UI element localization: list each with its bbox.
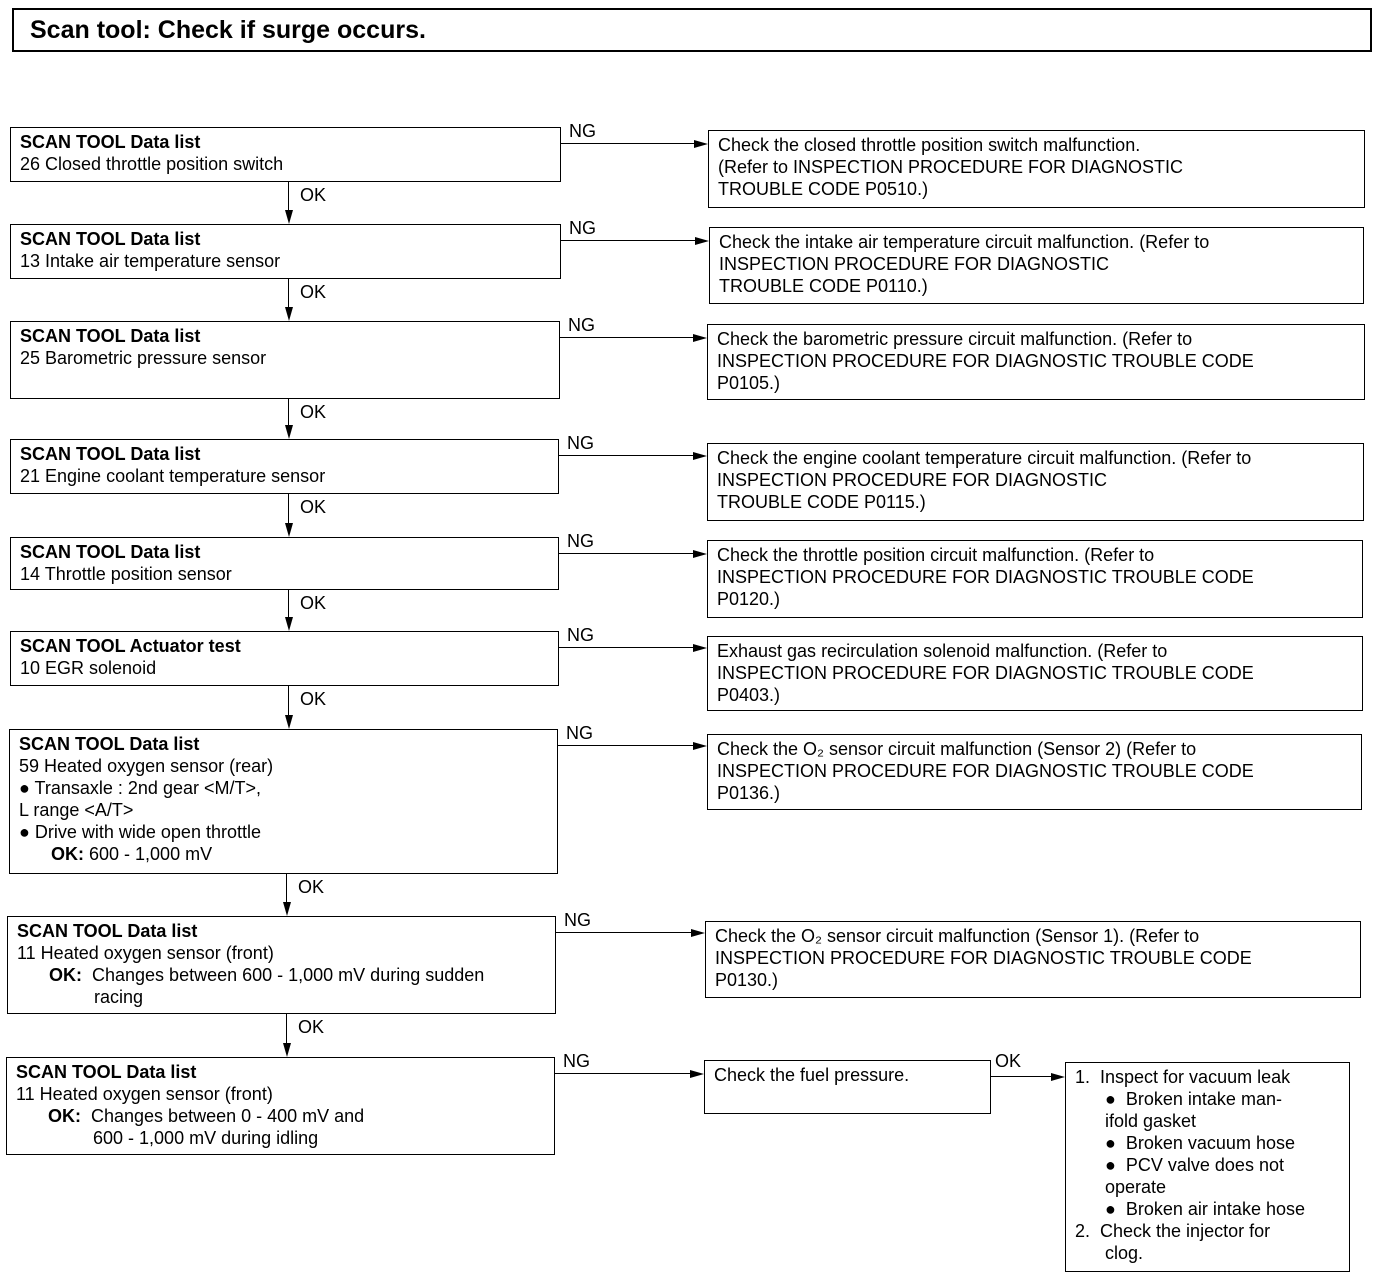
check-line: L range <A/T> (19, 800, 134, 820)
ng-label: NG (567, 531, 594, 551)
check-title: SCAN TOOL Actuator test (20, 636, 241, 656)
ng-arrow-line (555, 1073, 690, 1074)
ng-arrow-line (559, 455, 693, 456)
ok-label: OK (298, 1017, 325, 1037)
check-line (17, 964, 546, 986)
ok-criteria: racing (49, 987, 144, 1007)
ok-arrow-line (288, 590, 289, 617)
check-line (17, 986, 546, 1008)
check-title: SCAN TOOL Data list (20, 542, 201, 562)
ng-result-box (707, 540, 1363, 618)
ng-label: NG (569, 218, 596, 238)
check-box (10, 127, 561, 182)
check-title: SCAN TOOL Data list (16, 1062, 197, 1082)
ok-label: OK: (48, 1106, 81, 1126)
ng-result-box (707, 734, 1362, 810)
ok-arrow-line (288, 279, 289, 307)
ng-result-line: INSPECTION PROCEDURE FOR DIAGNOSTIC (719, 254, 1110, 274)
ng-result-line: P0403.) (717, 685, 781, 705)
ok-criteria: Changes between 0 - 400 mV and (81, 1106, 365, 1126)
check-line (19, 843, 548, 865)
check-line: 10 EGR solenoid (20, 658, 157, 678)
final-action-line: operate (1075, 1177, 1167, 1197)
ng-result-box (708, 130, 1365, 208)
check-title: SCAN TOOL Data list (20, 132, 201, 152)
ng-arrow-line (558, 745, 693, 746)
final-action-line: ifold gasket (1075, 1111, 1197, 1131)
arrow-head-icon (285, 425, 293, 439)
check-box (10, 631, 559, 686)
check-line: ● Transaxle : 2nd gear <M/T>, (19, 778, 261, 798)
ng-result-line: INSPECTION PROCEDURE FOR DIAGNOSTIC TROUBLE CODE (717, 761, 1254, 781)
arrow-head-icon (693, 644, 707, 652)
final-action-line: ● PCV valve does not (1075, 1155, 1284, 1175)
ng-result-line: Check the barometric pressure circuit malfunction. (Refer to (717, 329, 1193, 349)
arrow-head-icon (693, 742, 707, 750)
ng-result-line: INSPECTION PROCEDURE FOR DIAGNOSTIC TROUBLE CODE (715, 948, 1252, 968)
check-line: 11 Heated oxygen sensor (front) (16, 1084, 273, 1104)
arrow-head-icon (285, 210, 293, 224)
ok-arrow-line (991, 1076, 1051, 1077)
check-title: SCAN TOOL Data list (20, 444, 201, 464)
ng-result-box (707, 324, 1365, 400)
ng-arrow-line (559, 647, 693, 648)
ok-arrow-line (288, 399, 289, 425)
ng-result-line: TROUBLE CODE P0510.) (718, 179, 929, 199)
ng-result-line: (Refer to INSPECTION PROCEDURE FOR DIAGNOSTIC (718, 157, 1184, 177)
ng-result-line: Check the intake air temperature circuit malfunction. (Refer to (719, 232, 1210, 252)
arrow-head-icon (285, 307, 293, 321)
ng-result-line: Check the throttle position circuit malfunction. (Refer to (717, 545, 1155, 565)
ng-label: NG (568, 315, 595, 335)
check-box (10, 321, 560, 399)
ok-label: OK (300, 282, 327, 302)
ok-criteria: 600 - 1,000 mV during idling (48, 1128, 319, 1148)
ng-arrow-line (561, 143, 694, 144)
ng-result-line: Check the engine coolant temperature circuit malfunction. (Refer to (717, 448, 1252, 468)
ng-result-line: TROUBLE CODE P0115.) (717, 492, 926, 512)
ok-label: OK (300, 497, 327, 517)
check-line: 11 Heated oxygen sensor (front) (17, 943, 274, 963)
check-line (16, 1127, 545, 1149)
ok-arrow-line (288, 686, 289, 715)
final-action-line: 2. Check the injector for (1075, 1221, 1271, 1241)
ok-label: OK: (49, 965, 82, 985)
arrow-head-icon (693, 452, 707, 460)
ng-result-box (705, 921, 1361, 998)
check-line: 25 Barometric pressure sensor (20, 348, 267, 368)
check-title: SCAN TOOL Data list (17, 921, 198, 941)
ok-label: OK (995, 1051, 1022, 1071)
ng-result-line: INSPECTION PROCEDURE FOR DIAGNOSTIC (717, 470, 1108, 490)
ok-arrow-line (288, 182, 289, 210)
check-title: SCAN TOOL Data list (19, 734, 200, 754)
ng-result-line: Check the fuel pressure. (714, 1065, 910, 1085)
arrow-head-icon (695, 237, 709, 245)
ok-label: OK (298, 877, 325, 897)
check-title: SCAN TOOL Data list (20, 326, 201, 346)
arrow-head-icon (691, 929, 705, 937)
check-box (9, 729, 558, 874)
check-box (10, 439, 559, 494)
arrow-head-icon (694, 140, 708, 148)
ok-label: OK (300, 402, 327, 422)
arrow-head-icon (285, 617, 293, 631)
check-line: ● Drive with wide open throttle (19, 822, 261, 842)
check-box (6, 1057, 555, 1155)
final-action-line: clog. (1075, 1243, 1144, 1263)
ng-result-box (704, 1060, 991, 1114)
ng-result-box (709, 227, 1364, 304)
arrow-head-icon (283, 1043, 291, 1057)
check-line: 26 Closed throttle position switch (20, 154, 284, 174)
ng-arrow-line (561, 240, 695, 241)
check-box (10, 224, 561, 279)
final-action-line: ● Broken vacuum hose (1075, 1133, 1295, 1153)
ng-label: NG (567, 625, 594, 645)
ng-result-line: INSPECTION PROCEDURE FOR DIAGNOSTIC TROUBLE CODE (717, 567, 1254, 587)
ng-result-line: Check the closed throttle position switch malfunction. (718, 135, 1141, 155)
check-line: 21 Engine coolant temperature sensor (20, 466, 326, 486)
ok-label: OK (300, 593, 327, 613)
ng-result-line: P0130.) (715, 970, 779, 990)
arrow-head-icon (690, 1070, 704, 1078)
check-line: 59 Heated oxygen sensor (rear) (19, 756, 274, 776)
ng-result-line: P0120.) (717, 589, 781, 609)
check-box (10, 537, 559, 590)
page-title: Scan tool: Check if surge occurs. (12, 8, 1372, 52)
ok-arrow-line (286, 874, 287, 902)
ng-arrow-line (559, 553, 693, 554)
ng-result-line: P0105.) (717, 373, 781, 393)
ok-label: OK (300, 689, 327, 709)
check-box (7, 916, 556, 1014)
ok-label: OK (300, 185, 327, 205)
ng-arrow-line (556, 932, 691, 933)
ng-label: NG (564, 910, 591, 930)
final-action-line: ● Broken intake man- (1075, 1089, 1282, 1109)
check-line: 13 Intake air temperature sensor (20, 251, 281, 271)
arrow-head-icon (285, 715, 293, 729)
ng-result-box (707, 443, 1364, 521)
ng-result-line: TROUBLE CODE P0110.) (719, 276, 928, 296)
ng-result-line: P0136.) (717, 783, 781, 803)
check-title: SCAN TOOL Data list (20, 229, 201, 249)
ng-label: NG (563, 1051, 590, 1071)
arrow-head-icon (285, 523, 293, 537)
ng-result-line: Check the O₂ sensor circuit malfunction (Sensor 2) (Refer to (717, 739, 1197, 759)
ng-result-box (707, 636, 1363, 711)
ng-label: NG (567, 433, 594, 453)
arrow-head-icon (693, 334, 707, 342)
ok-arrow-line (286, 1014, 287, 1043)
arrow-head-icon (283, 902, 291, 916)
final-action-box (1065, 1062, 1350, 1272)
arrow-head-icon (1051, 1073, 1065, 1081)
ok-criteria: Changes between 600 - 1,000 mV during sudden (82, 965, 485, 985)
ng-arrow-line (560, 337, 693, 338)
final-action-line: 1. Inspect for vacuum leak (1075, 1067, 1291, 1087)
ok-criteria: 600 - 1,000 mV (84, 844, 213, 864)
ng-result-line: Exhaust gas recirculation solenoid malfunction. (Refer to (717, 641, 1168, 661)
ng-result-line: INSPECTION PROCEDURE FOR DIAGNOSTIC TROUBLE CODE (717, 351, 1254, 371)
check-line: 14 Throttle position sensor (20, 564, 232, 584)
arrow-head-icon (693, 550, 707, 558)
ng-label: NG (566, 723, 593, 743)
ng-label: NG (569, 121, 596, 141)
check-line (16, 1105, 545, 1127)
final-action-line: ● Broken air intake hose (1075, 1199, 1305, 1219)
ng-result-line: INSPECTION PROCEDURE FOR DIAGNOSTIC TROUBLE CODE (717, 663, 1254, 683)
ng-result-line: Check the O₂ sensor circuit malfunction (Sensor 1). (Refer to (715, 926, 1200, 946)
ok-label: OK: (51, 844, 84, 864)
ok-arrow-line (288, 494, 289, 523)
